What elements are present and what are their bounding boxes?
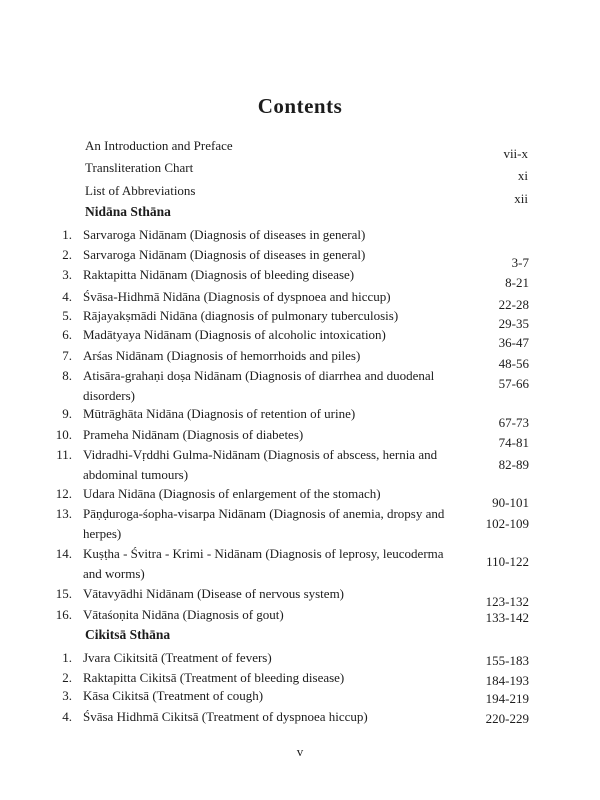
entry-text: Arśas Nidānam (Diagnosis of hemorrhoids and piles) [83, 348, 361, 363]
entry-number: 14. [55, 546, 72, 561]
entry-number: 10. [55, 427, 72, 442]
entry-pages: xi [517, 168, 528, 183]
entry-number: 8. [62, 368, 72, 383]
entry-pages: 22-28 [498, 297, 529, 312]
entry-text: Madātyaya Nidānam (Diagnosis of alcoholic intoxication) [83, 327, 386, 342]
entry-number: 12. [55, 486, 72, 501]
entry-number: 1. [62, 650, 72, 665]
entry-number: 2. [62, 247, 72, 262]
entry-pages: 220-229 [485, 711, 529, 726]
entry-text: Kāsa Cikitsā (Treatment of cough) [83, 688, 264, 703]
entry-pages: xii [514, 191, 528, 206]
entry-pages: 3-7 [511, 255, 529, 270]
entry-number: 3. [62, 688, 72, 703]
entry-pages: 82-89 [498, 457, 529, 472]
entry-pages: 57-66 [498, 376, 529, 391]
entry-pages: 155-183 [485, 653, 529, 668]
entry-pages: 133-142 [485, 610, 529, 625]
entry-text: Pāṇḍuroga-śopha-visarpa Nidānam (Diagnosis of anemia, dropsy and herpes) [83, 506, 445, 541]
entry-text: Vidradhi-Vṛddhi Gulma-Nidānam (Diagnosis of abscess, hernia and abdominal tumours) [83, 447, 438, 482]
entry-number: 4. [62, 289, 72, 304]
entry-pages: 48-56 [498, 356, 529, 371]
entry-text: Sarvaroga Nidānam (Diagnosis of diseases in general) [83, 227, 366, 242]
entry-text: Śvāsa Hidhmā Cikitsā (Treatment of dyspnoea hiccup) [83, 709, 368, 724]
entry-number: 6. [62, 327, 72, 342]
entry-number: 4. [62, 709, 72, 724]
entry-text: Śvāsa-Hidhmā Nidāna (Diagnosis of dyspnoea and hiccup) [83, 289, 391, 304]
entry-text: Rājayakṣmādi Nidāna (diagnosis of pulmonary tuberculosis) [83, 308, 399, 323]
entry-text: Atisāra-grahaṇi doṣa Nidānam (Diagnosis of diarrhea and duodenal disorders) [83, 368, 435, 403]
entry-pages: 67-73 [498, 415, 529, 430]
entry-pages: 29-35 [498, 316, 529, 331]
entry-text: Vātaśoṇita Nidāna (Diagnosis of gout) [83, 607, 284, 622]
entry-number: 11. [56, 447, 72, 462]
entry-number: 13. [55, 506, 72, 521]
entry-text: Sarvaroga Nidānam (Diagnosis of diseases in general) [83, 247, 366, 262]
entry-number: 7. [62, 348, 72, 363]
entry-pages: 110-122 [486, 554, 529, 569]
entry-number: 2. [62, 670, 72, 685]
entry-text: Kuṣṭha - Śvitra - Krimi - Nidānam (Diagnosis of leprosy, leucoderma and worms) [83, 546, 444, 581]
entry-pages: 102-109 [485, 516, 529, 531]
entry-pages: 123-132 [485, 594, 529, 609]
section-heading: Cikitsā Sthāna [85, 627, 171, 642]
entry-text: Vātavyādhi Nidānam (Disease of nervous system) [83, 586, 345, 601]
entry-pages: 8-21 [505, 275, 529, 290]
page-number: v [296, 744, 304, 759]
entry-number: 16. [55, 607, 72, 622]
entry-number: 9. [62, 406, 72, 421]
entry-pages: 74-81 [498, 435, 529, 450]
entry-text: Jvara Cikitsitā (Treatment of fevers) [83, 650, 272, 665]
entry-pages: 184-193 [485, 673, 529, 688]
section-heading: Nidāna Sthāna [85, 204, 171, 219]
entry-text: An Introduction and Preface [85, 138, 233, 153]
entry-pages: 194-219 [485, 691, 529, 706]
entry-pages: 90-101 [492, 495, 529, 510]
entry-number: 15. [55, 586, 72, 601]
entry-text: List of Abbreviations [85, 183, 196, 198]
entry-number: 3. [62, 267, 72, 282]
entry-text: Udara Nidāna (Diagnosis of enlargement of the stomach) [83, 486, 381, 501]
entry-text: Prameha Nidānam (Diagnosis of diabetes) [83, 427, 304, 442]
entry-pages: vii-x [503, 146, 528, 161]
entry-number: 5. [62, 308, 72, 323]
entry-number: 1. [62, 227, 72, 242]
entry-pages: 36-47 [498, 335, 529, 350]
page-title: Contents [257, 94, 343, 118]
entry-text: Raktapitta Cikitsā (Treatment of bleeding disease) [83, 670, 345, 685]
entry-text: Transliteration Chart [85, 160, 194, 175]
entry-text: Mūtrāghāta Nidāna (Diagnosis of retention of urine) [83, 406, 356, 421]
entry-text: Raktapitta Nidānam (Diagnosis of bleeding disease) [83, 267, 355, 282]
